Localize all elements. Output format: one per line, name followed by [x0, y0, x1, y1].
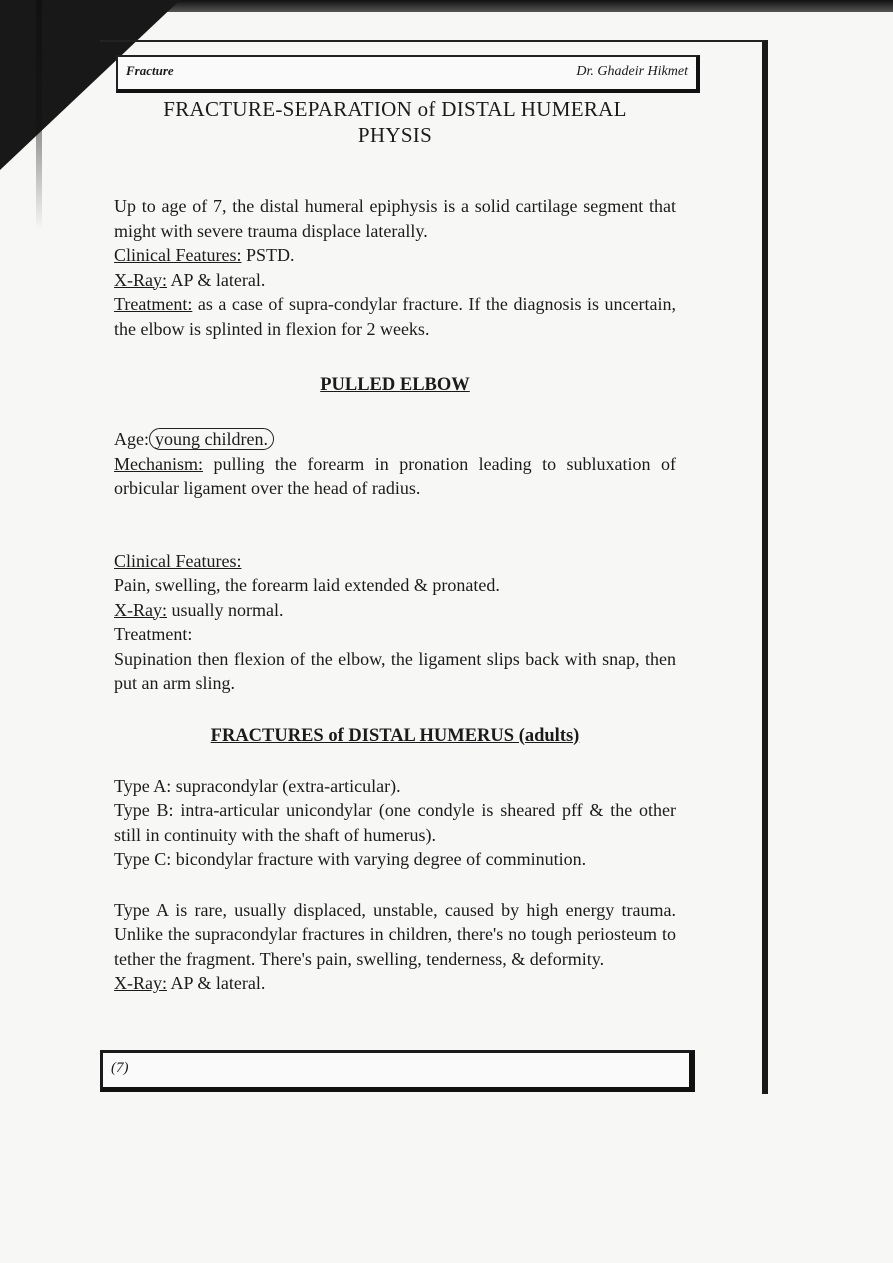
section3-xray [114, 971, 676, 996]
header-author: Dr. Ghadeir Hikmet [576, 64, 688, 79]
section1-xray [114, 268, 676, 293]
scan-edge-shadow [150, 0, 893, 12]
type-c-definition: Type C: bicondylar fracture with varying degree of comminution. [114, 849, 587, 869]
section2-treatment-value: Supination then flexion of the elbow, the ligament slips back with snap, then put an arm sling. [114, 648, 676, 693]
mechanism-label: Mechanism: [114, 453, 203, 474]
section2-title: PULLED ELBOW [320, 375, 470, 395]
clinical-label: Clinical Features: [114, 245, 242, 265]
mechanism-value: pulling the forearm in pronation leading to subluxation of orbicular ligament over the head of radius. [114, 453, 676, 498]
section2-mechanism [114, 452, 676, 501]
clinical-value: PSTD. [241, 245, 295, 265]
document-body [114, 96, 676, 996]
section2-age [114, 427, 676, 452]
section2-treatment-label: Treatment: [114, 624, 193, 644]
section1-clinical [114, 243, 676, 268]
age-value: young children. [149, 428, 274, 450]
type-a-definition: Type A: supracondylar (extra-articular). [114, 775, 401, 796]
section2-xray-value: usually normal. [167, 599, 284, 620]
section3-title: FRACTURES of DISTAL HUMERUS (adults) [210, 725, 580, 746]
treatment-label: Treatment: [114, 294, 193, 314]
section3-xray-value: AP & lateral. [167, 973, 266, 993]
page-footer [100, 1050, 695, 1092]
treatment-value: as a case of supra-condylar fracture. If the diagnosis is uncertain, the elbow is splinted in flexion for 2 weeks. [114, 294, 676, 339]
scan-left-shadow [36, 0, 42, 230]
section1-title [114, 96, 676, 148]
xray-value: AP & lateral. [167, 269, 266, 290]
xray-label: X-Ray: [114, 269, 167, 290]
section1-title-line2: PHYSIS [357, 123, 433, 147]
section1-treatment [114, 292, 676, 341]
section1-intro: Up to age of 7, the distal humeral epiphysis is a solid cartilage segment that might with severe trauma displace laterally. [114, 196, 676, 241]
age-label: Age: [114, 429, 149, 449]
section1-title-line1: FRACTURE-SEPARATION of DISTAL HUMERAL [163, 97, 627, 121]
type-b-definition: Type B: intra-articular unicondylar (one condyle is sheared pff & the other still in continuity with the shaft of humerus). [114, 800, 676, 845]
section2-clinical-value: Pain, swelling, the forearm laid extended & pronated. [114, 575, 500, 595]
page-header [116, 55, 700, 93]
header-topic: Fracture [126, 63, 174, 78]
page-number: (7) [111, 1060, 129, 1076]
type-a-description: Type A is rare, usually displaced, unstable, caused by high energy trauma. Unlike the supracondylar fractures in children, there's no tough periosteum to tether the fragment. There's pain, swelling, tenderness, & deformity. [114, 899, 676, 969]
section3-xray-label: X-Ray: [114, 973, 167, 993]
section2-clinical-label: Clinical Features: [114, 550, 242, 571]
section2-xray [114, 598, 676, 623]
section2-xray-label: X-Ray: [114, 599, 167, 620]
